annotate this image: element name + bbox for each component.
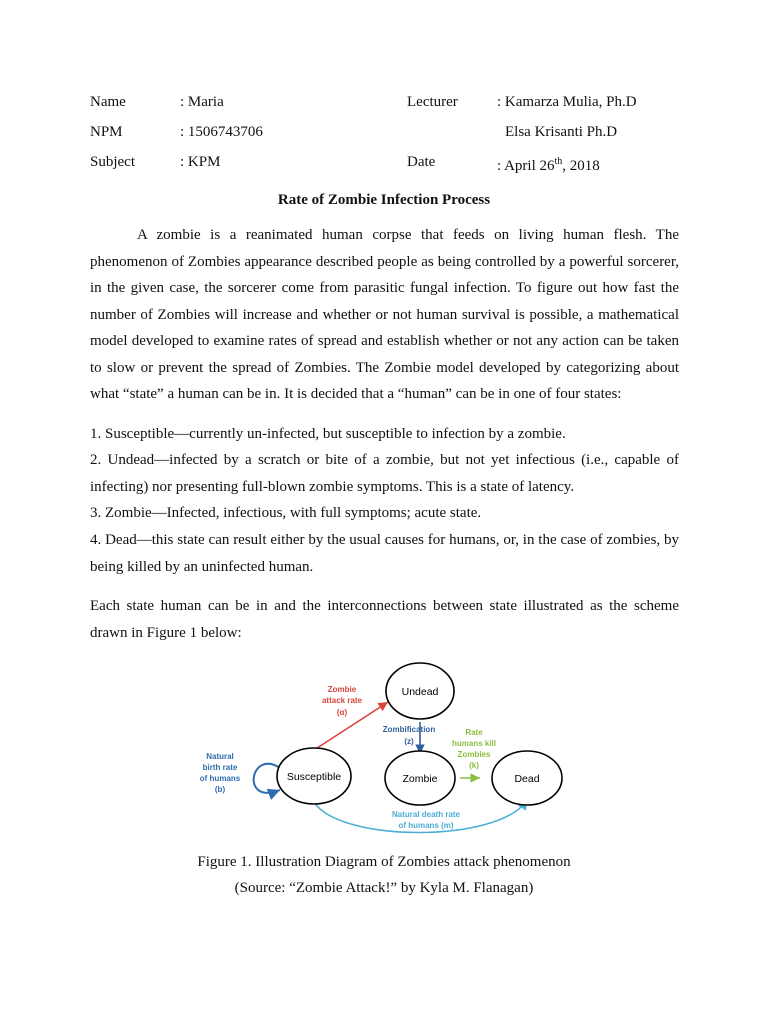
susceptible-node-label: Susceptible — [286, 771, 342, 783]
date-suffix: , 2018 — [562, 158, 600, 174]
zombification-label-line1: Zombification — [382, 725, 436, 734]
kill-label-line2: humans kill — [451, 739, 497, 748]
state-item-dead: 4. Dead—this state can result either by the usual causes for humans, or, in the case of zombies, by being killed by an uninfected human. — [90, 532, 679, 575]
birth-rate-label — [200, 752, 241, 794]
zombification-label — [383, 725, 436, 746]
scheme-paragraph: Each state human can be in and the interconnections between state illustrated as the scheme drawn in Figure 1 below: — [90, 598, 679, 641]
attack-rate-label — [322, 685, 363, 717]
attack-arrow — [314, 702, 388, 750]
lecturer-label: Lecturer — [407, 94, 458, 110]
undead-node-label: Undead — [401, 686, 439, 698]
name-label: Name — [90, 94, 126, 110]
figure-caption: Figure 1. Illustration Diagram of Zombies attack phenomenon — [197, 854, 571, 870]
zombie-node-label: Zombie — [402, 773, 438, 785]
state-item-undead: 2. Undead—infected by a scratch or bite of a zombie, but not yet infectious (i.e., capable of infecting) nor presenting full-blown zombie symptoms. This is a state of latency. — [90, 452, 679, 495]
attack-label-line2: attack rate — [321, 696, 363, 705]
subject-label: Subject — [90, 154, 135, 170]
npm-label: NPM — [90, 124, 123, 140]
lecturer-value: : Kamarza Mulia, Ph.D — [497, 94, 637, 110]
birth-label-line3: of humans — [199, 774, 241, 783]
attack-label-line3: (α) — [336, 708, 348, 717]
death-rate-label — [392, 810, 461, 830]
birth-label-line2: birth rate — [202, 763, 238, 772]
death-label-line2: of humans (m) — [398, 821, 454, 830]
subject-value: : KPM — [180, 154, 221, 170]
attack-label-line1: Zombie — [327, 685, 357, 694]
document-title: Rate of Zombie Infection Process — [277, 192, 491, 208]
birth-label-line1: Natural — [206, 752, 234, 761]
kill-rate-label — [452, 728, 496, 770]
date-label: Date — [407, 154, 436, 170]
kill-label-line3: Zombies — [457, 750, 491, 759]
figure-source: (Source: “Zombie Attack!” by Kyla M. Flanagan) — [234, 880, 534, 896]
zombification-label-line2: (z) — [404, 737, 414, 746]
date-value — [497, 153, 600, 175]
dead-node-label: Dead — [514, 773, 540, 785]
birth-label-line4: (b) — [214, 785, 226, 794]
state-item-zombie: 3. Zombie—Infected, infectious, with full symptoms; acute state. — [90, 505, 482, 521]
state-item-susceptible: 1. Susceptible—currently un-infected, but susceptible to infection by a zombie. — [90, 426, 566, 442]
kill-label-line1: Rate — [465, 728, 483, 737]
date-superscript: th — [554, 156, 563, 167]
state-diagram — [190, 658, 580, 838]
birth-loop-arrow — [254, 764, 280, 793]
intro-paragraph: A zombie is a reanimated human corpse that feeds on living human flesh. The phenomenon of Zombies appearance described people as being controlled by a powerful sorcerer, in the given case, the sorcerer come from parasitic fungal infection. To figure out how fast the number of Zombies will increase and whether or not human survival is possible, a mathematical model developed to examine rates of spread and establish whether or not any action can be taken to slow or prevent the spread of Zombies. The Zombie model developed by categorizing about what “state” a human can be in. It is decided that a “human” can be in one of four states: — [90, 227, 679, 402]
death-label-line1: Natural death rate — [391, 810, 461, 819]
kill-label-line4: (k) — [469, 761, 479, 770]
date-prefix: : April 26 — [497, 158, 555, 174]
npm-value: : 1506743706 — [180, 124, 263, 140]
name-value: : Maria — [180, 94, 224, 110]
lecturer-value-2: Elsa Krisanti Ph.D — [505, 124, 618, 140]
